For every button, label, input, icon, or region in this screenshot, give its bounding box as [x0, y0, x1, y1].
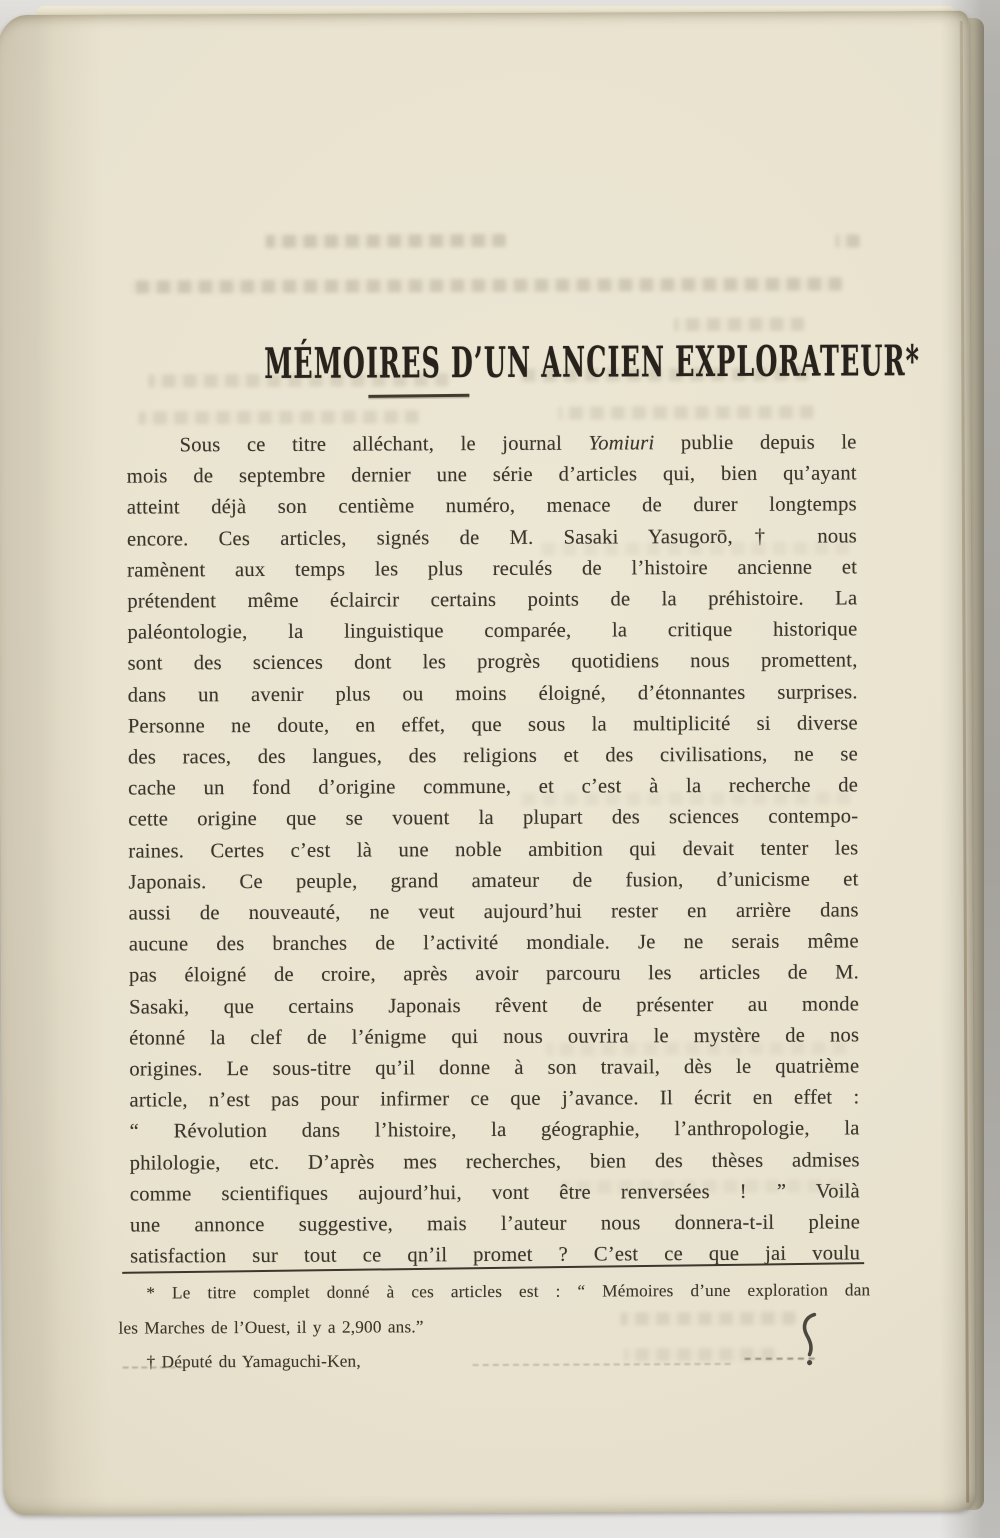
gutter-shadow	[0, 15, 113, 1515]
body-line: paléontologie, la linguistique comparée, la critique historique	[127, 618, 858, 644]
page-title: MÉMOIRES D’UN ANCIEN EXPLORATEUR*	[264, 336, 921, 389]
body-line: Personne ne doute, en effet, que sous la multiplicité si diverse	[127, 712, 858, 738]
footnote-line: * Le titre complet donné à ces articles est : “ Mémoires d’une exploration dan	[146, 1280, 871, 1303]
body-line: des races, des langues, des religions et des civilisations, ne se	[127, 743, 859, 769]
bleedthrough-line	[138, 410, 418, 424]
page-paper	[0, 11, 975, 1515]
body-line: sont des sciences dont les progrès quotidiens nous promettent,	[127, 649, 858, 675]
body-line: étonné la clef de l’énigme qui nous ouvrira le mystère de nos	[129, 1024, 860, 1050]
body-line: comme scientifiques aujourd’hui, vont être renversées ! ” Voilà	[129, 1180, 860, 1206]
bleedthrough-line	[558, 406, 813, 420]
bleedthrough-dashed-line	[123, 1366, 185, 1368]
footnote-line: † Député du Yamaguchi-Ken,	[146, 1351, 361, 1372]
body-line: dans un avenir plus ou moins éloigné, d’étonnantes surprises.	[127, 681, 858, 707]
bleedthrough-line	[674, 318, 804, 332]
body-line: pas éloigné de croire, après avoir parcouru les articles de M.	[128, 961, 859, 988]
first-line-pre: Sous ce titre alléchant, le journal	[179, 432, 589, 457]
footnote-line: les Marches de l’Ouest, il y a 2,900 ans.”	[118, 1316, 424, 1338]
body-line: encore. Ces articles, signés de M. Sasaki Yasugorō,† nous	[126, 524, 858, 551]
title-divider-rule	[368, 394, 469, 398]
body-first-line	[127, 427, 857, 461]
body-line: ramènent aux temps les plus reculés de l’histoire ancienne et	[127, 556, 858, 582]
body-line: une annonce suggestive, mais l’auteur nous donnera-t-il pleine	[129, 1211, 861, 1237]
body-line: raines. Certes c’est là une noble ambition qui devait tenter les	[128, 837, 859, 863]
body-line: satisfaction sur tout ce qn’il promet ? C’est ce que jai voulu	[130, 1242, 861, 1268]
body-line: Japonais. Ce peuple, grand amateur de fusion, d’unicisme et	[128, 868, 859, 894]
body-line: article, n’est pas pour infirmer ce que j’avance. Il écrit en effet :	[129, 1086, 860, 1112]
bleedthrough-page-number	[836, 234, 860, 247]
body-lines	[127, 459, 861, 1273]
body-line: mois de septembre dernier une série d’articles qui, bien qu’ayant	[126, 462, 857, 488]
body-line: “ Révolution dans l’histoire, la géographie, l’anthropologie, la	[129, 1117, 860, 1144]
bleedthrough-header	[266, 234, 506, 248]
bleedthrough-dashed-line	[745, 1358, 815, 1360]
fore-edge-crease	[960, 21, 969, 1503]
body-line: origines. Le sous-titre qu’il donne à son travail, dès le quatrième	[129, 1055, 860, 1081]
body-line: cache un fond d’origine commune, et c’est à la recherche de	[128, 774, 859, 800]
body-line: atteint déjà son centième numéro, menace de durer longtemps	[126, 493, 857, 519]
book-page	[0, 11, 975, 1515]
body-line: prétendent même éclaircir certains points de la préhistoire. La	[127, 587, 858, 613]
body-line: cette origine que se vouent la plupart des sciences contempo-	[128, 805, 859, 831]
body-text	[127, 427, 861, 1273]
first-line-post: publie depuis le	[654, 431, 857, 455]
journal-name-italic: Yomiuri	[588, 432, 655, 455]
body-line: aucune des branches de l’activité mondiale. Je ne serais même	[128, 930, 859, 956]
body-line: philologie, etc. D’après mes recherches, bien des thèses admises	[129, 1149, 860, 1175]
body-line: aussi de nouveauté, ne veut aujourd’hui rester en arrière dans	[128, 899, 859, 925]
body-line: Sasaki, que certains Japonais rêvent de présenter au monde	[129, 993, 860, 1019]
bleedthrough-line	[130, 277, 842, 293]
